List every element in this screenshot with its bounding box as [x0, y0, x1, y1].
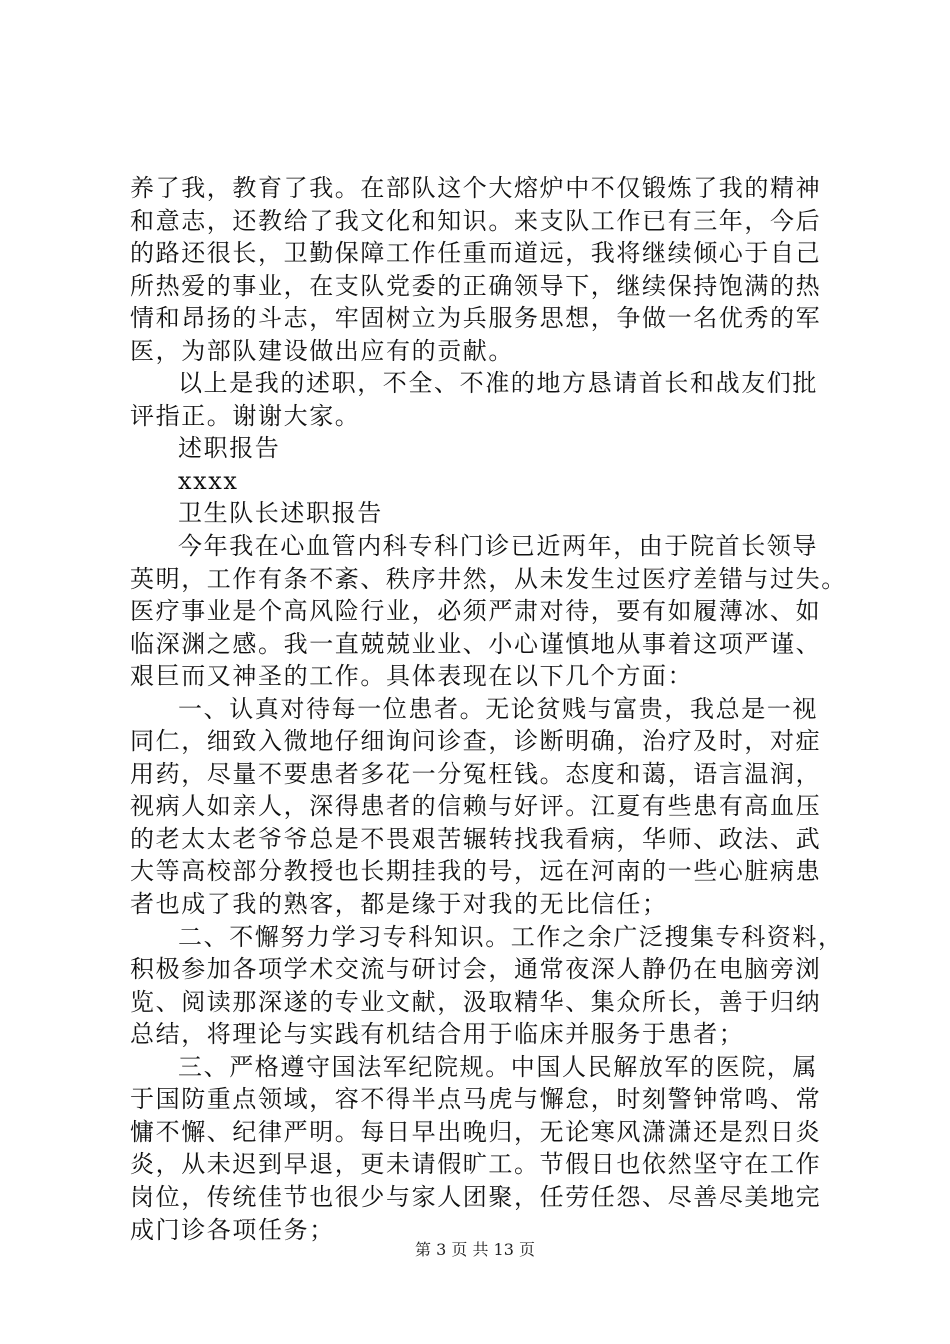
text-line: 成门诊各项任务； [130, 1215, 335, 1244]
text-line: 视病人如亲人，深得患者的信赖与好评。江夏有些患有高血压 [130, 792, 822, 821]
heading-line: 述职报告 [178, 434, 281, 463]
page-number: 第 3 页 共 13 页 [415, 1240, 535, 1259]
paragraph-start-line: 二、不懈努力学习专科知识。工作之余广泛搜集专科资料， [178, 922, 844, 951]
text-line: 的路还很长，卫勤保障工作任重而道远，我将继续倾心于自己 [130, 239, 822, 268]
text-line: 的老太太老爷爷总是不畏艰苦辗转找我看病，华师、政法、武 [130, 824, 822, 853]
text-line: 用药，尽量不要患者多花一分冤枉钱。态度和蔼，语言温润， [130, 759, 822, 788]
text-line: 慵不懈、纪律严明。每日早出晚归，无论寒风潇潇还是烈日炎 [130, 1117, 822, 1146]
document-body [130, 172, 847, 1246]
text-line: 积极参加各项学术交流与研讨会，通常夜深人静仍在电脑旁浏 [130, 955, 822, 984]
text-line: 评指正。谢谢大家。 [130, 401, 361, 430]
text-line: 养了我，教育了我。在部队这个大熔炉中不仅锻炼了我的精神 [130, 174, 822, 202]
text-line: 同仁，细致入微地仔细询问诊查，诊断明确，治疗及时，对症 [130, 727, 822, 756]
paragraph-start-line: 三、严格遵守国法军纪院规。中国人民解放军的医院，属 [178, 1052, 818, 1081]
text-line: 总结，将理论与实践有机结合用于临床并服务于患者； [130, 1020, 745, 1049]
text-line: 于国防重点领域，容不得半点马虎与懈怠，时刻警钟常鸣、常 [130, 1085, 822, 1114]
text-line: 艰巨而又神圣的工作。具体表现在以下几个方面： [130, 662, 694, 691]
text-line: 所热爱的事业，在支队党委的正确领导下，继续保持饱满的热 [130, 271, 822, 300]
text-line: 者也成了我的熟客，都是缘于对我的无比信任； [130, 890, 668, 919]
text-line: 情和昂扬的斗志，牢固树立为兵服务思想，争做一名优秀的军 [130, 304, 822, 333]
text-line: 炎，从未迟到早退，更未请假旷工。节假日也依然坚守在工作 [130, 1150, 822, 1179]
document-title: 卫生队长述职报告 [178, 499, 383, 528]
text-line: 临深渊之感。我一直兢兢业业、小心谨慎地从事着这项严谨、 [130, 629, 822, 658]
text-line: 和意志，还教给了我文化和知识。来支队工作已有三年，今后 [130, 206, 822, 235]
text-line: 岗位，传统佳节也很少与家人团聚，任劳任怨、尽善尽美地完 [130, 1182, 822, 1211]
text-line: 英明，工作有条不紊、秩序井然，从未发生过医疗差错与过失。 [130, 564, 847, 593]
text-line: 大等高校部分教授也长期挂我的号，远在河南的一些心脏病患 [130, 857, 822, 886]
paragraph-start-line: 一、认真对待每一位患者。无论贫贱与富贵，我总是一视 [178, 694, 818, 723]
text-line: 览、阅读那深遂的专业文献，汲取精华、集众所长，善于归纳 [130, 987, 822, 1016]
page-footer [0, 1240, 950, 1260]
text-line: 医，为部队建设做出应有的贡献。 [130, 336, 514, 365]
author-line: xxxx [178, 466, 239, 495]
paragraph-start-line: 今年我在心血管内科专科门诊已近两年，由于院首长领导 [178, 532, 818, 561]
paragraph-start-line: 以上是我的述职，不全、不准的地方恳请首长和战友们批 [178, 369, 818, 398]
text-line: 医疗事业是个高风险行业，必须严肃对待，要有如履薄冰、如 [130, 597, 822, 626]
